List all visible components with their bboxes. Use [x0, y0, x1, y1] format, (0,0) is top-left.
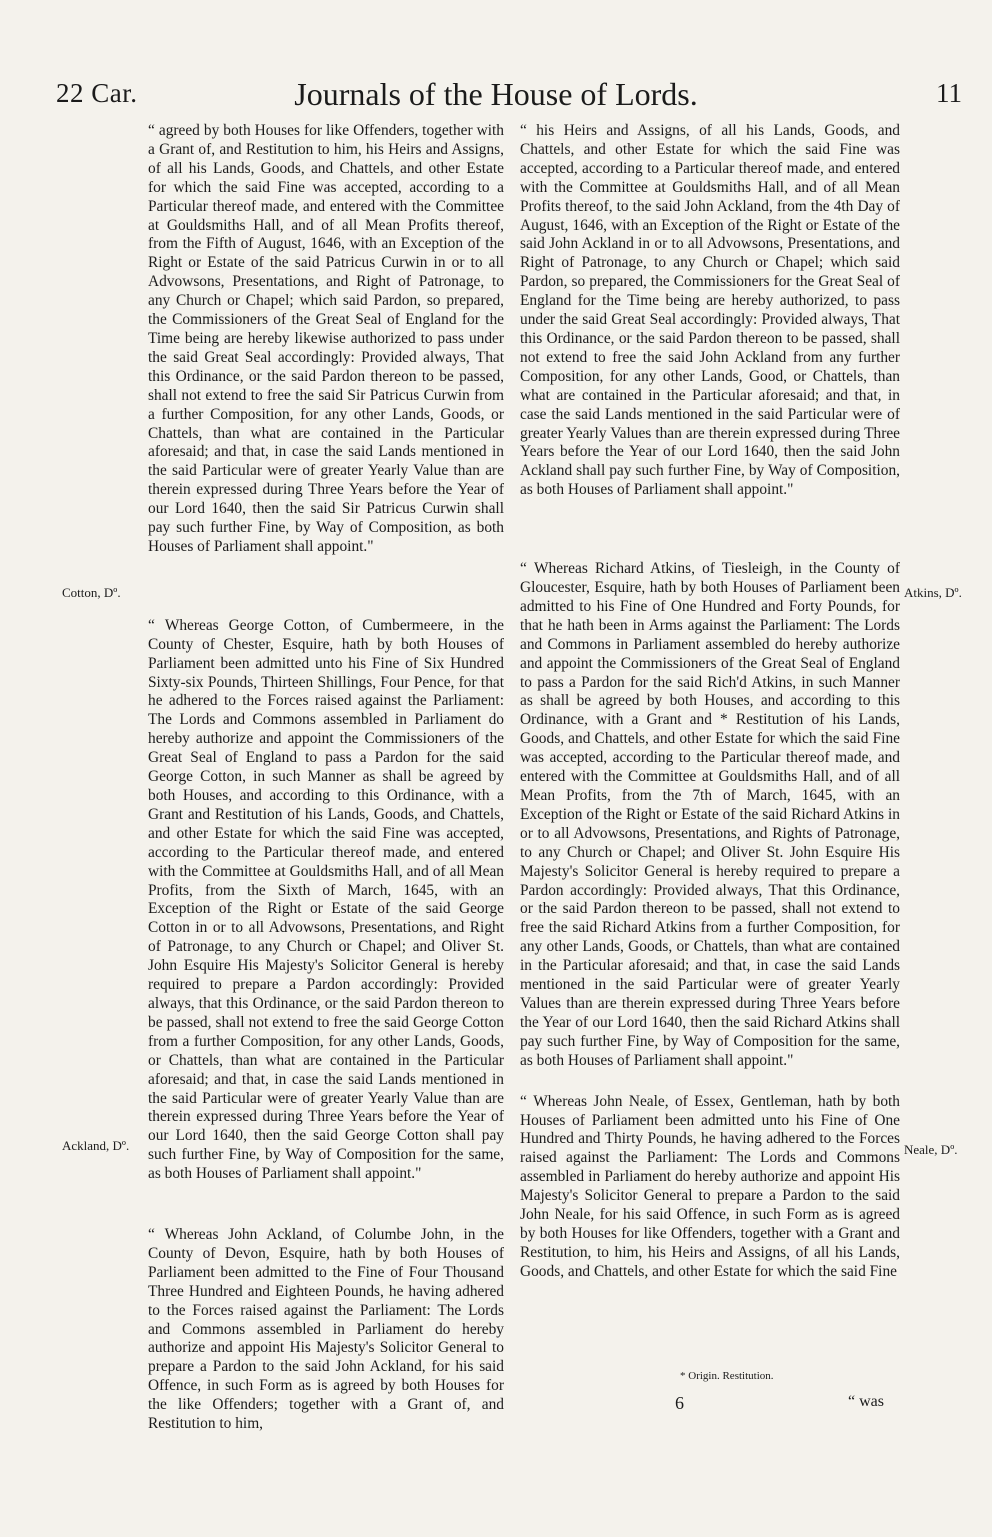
header-title: Journals of the House of Lords. [294, 76, 698, 112]
sidenote-atkins: Atkins, Dº. [904, 585, 962, 600]
catchword: “ was [848, 1393, 884, 1410]
cotton-ordinance: “ Whereas George Cotton, of Cumbermeere, in the County of Chester, Esquire, hath by both Houses of Parliament been admitted unto his Fine of Six Hundred Sixty-six Pounds, Thirteen Shillings, Four Pence, for that he adhered to the Forces raised against the Parliament: The Lords and Commons assembled in Parliament do hereby authorize and appoint the Commissioners of the Great Seal of England to pass a Pardon for the said George Cotton, in such Manner as shall be agreed by both Houses, and according to this Ordinance, with a Grant and Restitution of his Lands, Goods, and Chattels, and other Estate for which the said Fine was accepted, according to the Particular thereof made, and entered with the Committee at Gouldsmiths Hall, and of all Mean Profits, from the Sixth of March, 1645, with an Exception of the Right or Estate of the said George Cotton in or to all Advowsons, Presentations, and Right of Patronage, to any Church or Chapel; and Oliver St. John Esquire His Majesty's Solicitor General is hereby required to prepare a Pardon accordingly: Provided always, that this Ordinance, or the said Pardon thereon to be passed, shall not extend to free the said George Cotton from a further Composition, for any other Lands, Goods, or Chattels, than what are contained in the Particular aforesaid; and that, in case the said Lands mentioned in the said Particular were of greater Yearly Value than are therein expressed during Three Years before the Year of our Lord 1640, then the said George Cotton shall pay such further Fine, by Way of Composition for the same, as both Houses of Parliament shall appoint." [148, 617, 504, 1184]
sidenote-cotton: Cotton, Dº. [62, 585, 121, 600]
sidenote-ackland: Ackland, Dº. [62, 1138, 130, 1153]
page-header [0, 78, 992, 122]
atkins-ordinance: “ Whereas Richard Atkins, of Tiesleigh, in the County of Gloucester, Esquire, hath by both Houses of Parliament been admitted to his Fine of One Hundred and Forty Pounds, for that he hath been in Arms against the Parliament: The Lords and Commons in Parliament assembled do hereby authorize and appoint the Commissioners of the Great Seal of England to pass a Pardon for the said Rich'd Atkins, in such Manner as shall be agreed by both Houses, and according to this Ordinance, with a Grant and * Restitution of his Lands, Goods, and Chattels, and other Estate for which the said Fine was accepted, according to the Particular thereof made, and entered with the Committee at Gouldsmiths Hall, and of all Mean Profits, from the 7th of March, 1645, with an Exception of the Right or Estate of the said Richard Atkins in or to all Advowsons, Presentations, and Rights of Patronage, to any Church or Chapel; and Oliver St. John Esquire His Majesty's Solicitor General is hereby required to prepare a Pardon accordingly: Provided always, That this Ordinance, or the said Pardon thereon to be passed, shall not extend to free the said Richard Atkins from a further Composition, for any other Lands, Goods, or Chattels, than what are contained in the Particular aforesaid; and that, in case the said Lands mentioned in the said Particular were of greater Yearly Values than are therein expressed during Three Years before the Year of our Lord 1640, then the said Richard Atkins shall pay such further Fine, by Way of Composition for the same, as both Houses of Parliament shall appoint." [520, 560, 900, 1070]
left-column [148, 122, 504, 1434]
header-regnal-year: 22 Car. [56, 78, 138, 108]
sidenote-neale: Neale, Dº. [904, 1142, 958, 1157]
neale-ordinance: “ Whereas John Neale, of Essex, Gentleman, hath by both Houses of Parliament been admitted unto his Fine of One Hundred and Thirty Pounds, he having adhered to the Forces raised against the Parliament: The Lords and Commons assembled in Parliament do hereby authorize and appoint His Majesty's Solicitor General to prepare a Pardon to the said John Neale, for his said Offence, in such Form as is agreed by both Houses for like Offenders, together with a Grant and Restitution, to him, his Heirs and Assigns, of all his Lands, Goods, and Chattels, and other Estate for which the said Fine [520, 1093, 900, 1282]
footnote: * Origin. Restitution. [680, 1370, 774, 1382]
curwin-continuation: “ agreed by both Houses for like Offenders, together with a Grant of, and Restitution to him, his Heirs and Assigns, of all his Lands, Goods, and Chattels, and other Estate for which the said Fine was accepted, according to a Particular thereof made, and entered with the Committee at Gouldsmiths Hall, and of all Mean Profits thereof, from the Fifth of August, 1646, with an Exception of the Right or Estate of the said Patricus Curwin in or to all Advowsons, Presentations, and Right of Patronage, to any Church or Chapel; which said Pardon, so prepared, the Commissioners of the Great Seal of England for the Time being are hereby likewise authorized to pass under the said Great Seal accordingly: Provided always, That this Ordinance, or the said Pardon thereon to be passed, shall not extend to free the said Sir Patricus Curwin from a further Composition, for any other Lands, Goods, or Chattels, than what are contained in the Particular aforesaid; and that, in case the said Lands mentioned in the said Particular were of greater Yearly Value than are therein expressed during Three Years before the Year of our Lord 1640, then the said Sir Patricus Curwin shall pay such further Fine, by Way of Composition, as both Houses of Parliament shall appoint." [148, 122, 504, 557]
signature-mark: 6 [675, 1393, 684, 1413]
right-column [520, 122, 900, 1282]
ackland-continuation: “ his Heirs and Assigns, of all his Lands, Goods, and Chattels, and other Estate for which the said Fine was accepted, according to a Particular thereof made, and entered with the Committee at Gouldsmiths Hall, and of all Mean Profits thereof, to the said John Ackland, from the 4th Day of August, 1646, with an Exception of the Right or Estate of the said John Ackland in or to all Advowsons, Presentations, and Right of Patronage, to any Church or Chapel; which said Pardon, so prepared, the Commissioners for the Great Seal of England for the Time being are hereby authorized, to pass under the said Great Seal accordingly: Provided always, That this Ordinance, or the said Pardon thereon to be passed, shall not extend to free the said John Ackland from any further Composition, for any other Lands, Good, or Chattels, than what are contained in the Particular aforesaid; and that, in case the said Lands mentioned in the said Particular were of greater Yearly Values than are therein expressed during Three Years before the Year of our Lord 1640, then the said John Ackland shall pay such further Fine, by Way of Composition, as both Houses of Parliament shall appoint." [520, 122, 900, 500]
page-number: 11 [936, 78, 962, 108]
ackland-ordinance: “ Whereas John Ackland, of Columbe John, in the County of Devon, Esquire, hath by both Houses of Parliament been admitted to the Fine of Four Thousand Three Hundred and Eighteen Pounds, he having adhered to the Forces raised against the Parliament: The Lords and Commons assembled in Parliament do hereby authorize and appoint His Majesty's Solicitor General to prepare a Pardon to the said John Ackland, for his said Offence, in such Form as is agreed by both Houses for the like Offenders; together with a Grant of, and Restitution to him, [148, 1226, 504, 1434]
